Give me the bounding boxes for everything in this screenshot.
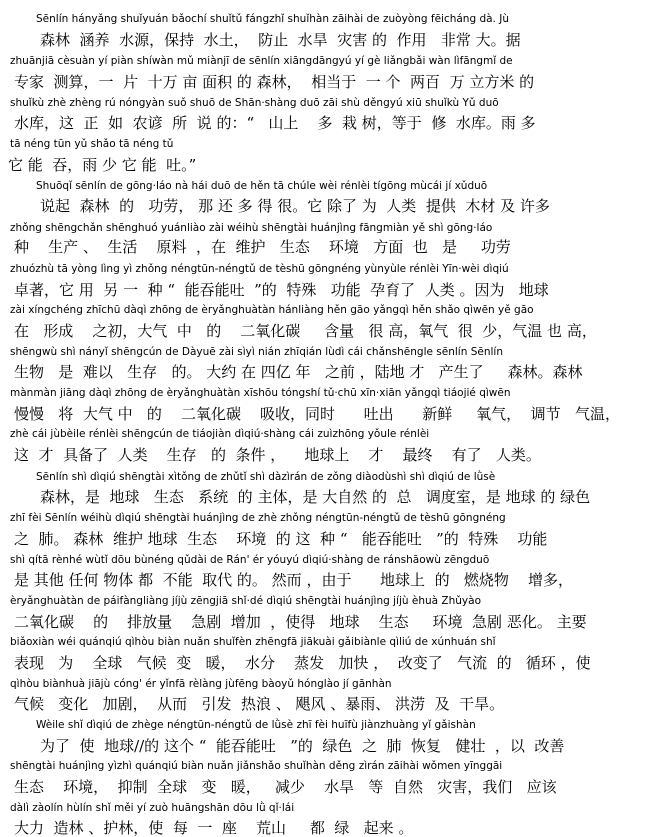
pinyin-line: zhǒng shēngchǎn shēnghuó yuánliào zài wéihù shēngtài huánjìng fāngmiàn yě shì gōng·láo [10,222,493,234]
pinyin-line: biǎoxiàn wéi quánqiú qìhòu biàn nuǎn shuǐfèn zhēngfā jiākuài gǎibiànle qìliú de xúnhuán shǐ [10,636,496,648]
hanzi-line: 气候 变化 加剧， 从而 引发 热浪 、 飓风 、暴雨、 洪涝 及 干旱。 [14,695,505,713]
hanzi-line: 生态 环境， 抑制 全球 变 暖， 减少 水旱 等 自然 灾害，我们 应该 [14,778,557,796]
pinyin-line: Wèile shǐ dìqiú de zhège néngtūn-néngtǔ de lǜsè zhī fèi huīfù jiànzhuàng yǐ gǎishàn [36,719,476,731]
hanzi-line: 它 能 吞，雨 少 它 能 吐。” [8,156,197,174]
hanzi-line: 慢慢 将 大气 中 的 二氧化碳 吸收，同时 吐出 新鲜 氧气， 调节 气温， [14,405,620,423]
hanzi-line: 之 肺。 森林 维护 地球 生态 环境 的 这 种 “ 能吞能吐 ”的 特殊 功能 [14,530,548,548]
pinyin-line: zhuózhù tā yòng lìng yì zhǒng néngtūn-néngtǔ de tèshū gōngnéng yùnyùle rénlèi Yīn·wèi dìqiú [10,263,509,275]
pinyin-line: tā néng tūn yǔ shǎo tā néng tǔ [10,138,174,150]
pinyin-line: Sēnlín shì dìqiú shēngtài xìtǒng de zhǔtǐ shì dàzìrán de zǒng diàodùshì shì dìqiú de lǜsè [36,471,496,483]
hanzi-line: 是 其他 任何 物体 都 不能 取代 的。 然而 ，由于 地球上 的 燃烧物 增多， [14,571,573,589]
hanzi-line: 说起 森林 的 功劳， 那 还 多 得 很。它 除了 为 人类 提供 木材 及 许多 [40,197,550,215]
hanzi-line: 这 才 具备了 人类 生存 的 条件 ， 地球上 才 最终 有了 人类。 [14,446,541,464]
hanzi-line: 专家 测算，一 片 十万 亩 面积 的 森林， 相当于 一 个 两百 万 立方米 的 [14,73,535,91]
pinyin-line: èryǎnghuàtàn de páifàngliàng jíjù zēngjiā shǐ·dé dìqiú shēngtài huánjìng jíjù èhuà Zhǔyào [10,595,481,607]
pinyin-line: dàlì zàolín hùlín shǐ měi yí zuò huāngshān dōu lǜ qǐ·lái [10,802,295,814]
hanzi-line: 在 形成 之初，大气 中 的 二氧化碳 含量 很 高，氧气 很 少，气温 也 高， [14,322,597,340]
pinyin-line: zhī fèi Sēnlín wéihù dìqiú shēngtài huánjìng de zhè zhǒng néngtūn-néngtǔ de tèshū gōngnéng [10,512,506,524]
pinyin-line: qìhòu biànhuà jiājù cóng' ér yǐnfā rèlàng jùfēng bàoyǔ hónglào jí gānhàn [10,678,392,690]
pinyin-line: mànmàn jiāng dàqì zhōng de èryǎnghuàtàn xīshōu tóngshí tǔ·chū xīn·xiān yǎngqì tiáojié qìwēn [10,387,511,399]
hanzi-line: 卓著，它 用 另 一 种 “ 能吞能吐 ”的 特殊 功能 孕育了 人类 。因为 地球 [14,281,549,299]
hanzi-line: 大力 造林 、护林，使 每 一 座 荒山 都 绿 起来 。 [14,819,414,837]
pinyin-line: Sēnlín hányǎng shuǐyuán bǎochí shuǐtǔ fángzhǐ shuǐhàn zāihài de zuòyòng fēicháng dà. Jù [36,13,509,25]
pinyin-line: shēngtài huánjìng yìzhì quánqiú biàn nuǎn jiǎnshǎo shuǐhàn děng zìrán zāihài wǒmen yīnggāi [10,760,503,772]
hanzi-line: 为了 使 地球//的 这个 “ 能吞能吐 ”的 绿色 之 肺 恢复 健壮 ，以 改善 [40,737,565,755]
pinyin-line: shì qítā rènhé wùtǐ dōu bùnéng qǔdài de Rán' ér yóuyú dìqiú·shàng de ránshāowù zēngduō [10,554,490,566]
pinyin-line: zài xíngchéng zhīchū dàqì zhōng de èryǎnghuàtàn hánliàng hěn gāo yǎngqì hěn shǎo qìwēn yě gāo [10,304,534,316]
pinyin-line: Shuōqǐ sēnlín de gōng·láo nà hái duō de hěn tā chúle wèi rénlèi tígōng mùcái jí xǔduō [36,180,488,192]
hanzi-line: 二氧化碳 的 排放量 急剧 增加 ，使得 地球 生态 环境 急剧 恶化。 主要 [14,613,587,631]
hanzi-line: 森林，是 地球 生态 系统 的 主体，是 大自然 的 总 调度室，是 地球 的 绿色 [40,488,591,506]
hanzi-line: 水库，这 正 如 农谚 所 说 的：“ 山上 多 栽 树，等于 修 水库。雨 多 [14,114,536,132]
hanzi-line: 种 生产 、 生活 原料 ，在 维护 生态 环境 方面 也 是 功劳 [14,238,511,256]
pinyin-line: shēngwù shì nányǐ shēngcún de Dàyuē zài sìyì nián zhīqián lùdì cái chǎnshēngle sēnlín Sēnlín [10,346,503,358]
pinyin-line: zhè cái jùbèile rénlèi shēngcún de tiáojiàn dìqiú·shàng cái zuìzhōng yǒule rénlèi [10,428,430,440]
hanzi-line: 表现 为 全球 气候 变 暖， 水分 蒸发 加快 ， 改变了 气流 的 循环 ，使 [14,654,591,672]
pinyin-line: shuǐkù zhè zhèng rú nóngyàn suǒ shuō de Shān·shàng duō zāi shù děngyú xiū shuǐkù Yǔ duō [10,97,499,109]
hanzi-line: 生物 是 难以 生存 的。 大约 在 四亿 年 之前 ，陆地 才 产生了 森林。森林 [14,363,583,381]
pinyin-line: zhuānjiā cèsuàn yí piàn shíwàn mǔ miànjī de sēnlín xiāngdāngyú yí gè liǎngbǎi wàn lìfāngmǐ de [10,55,513,67]
hanzi-line: 森林 涵养 水源，保持 水土， 防止 水旱 灾害 的 作用 非常 大。据 [40,31,521,49]
